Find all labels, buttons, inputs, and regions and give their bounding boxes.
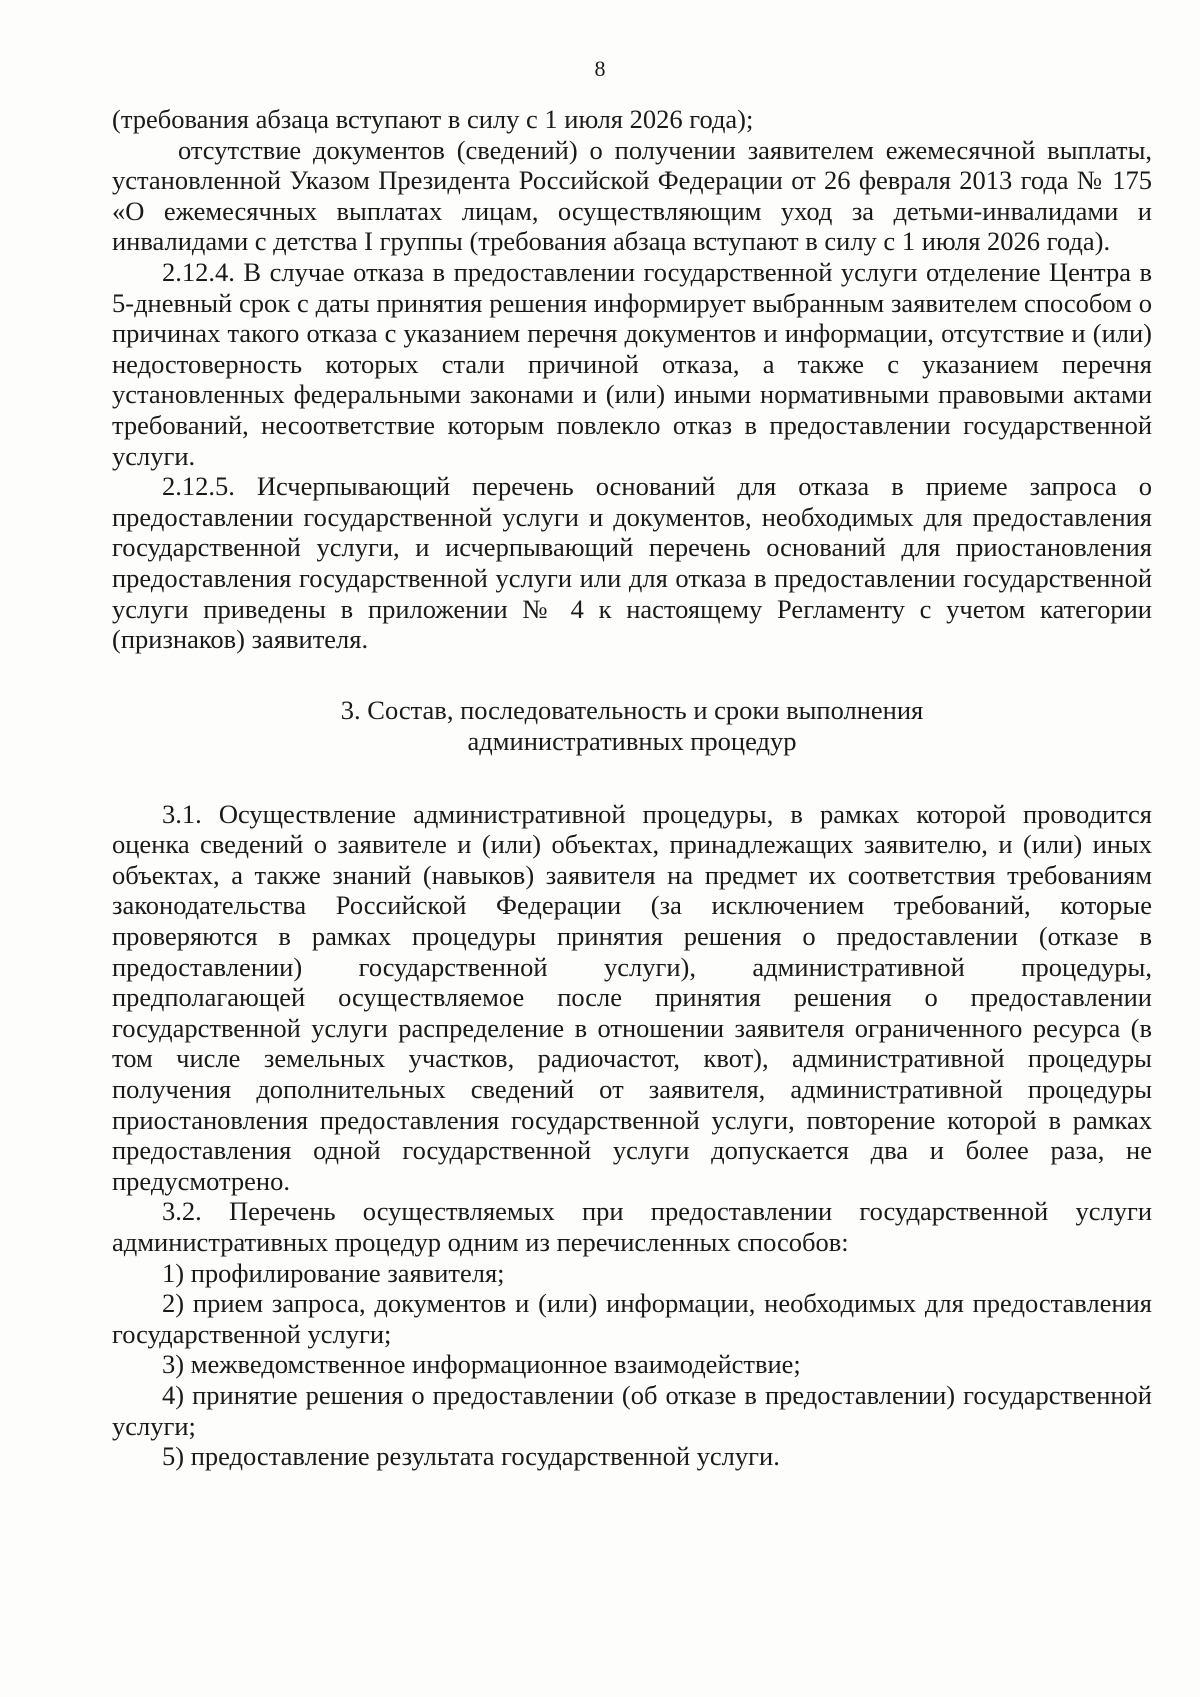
list-item: 2) прием запроса, документов и (или) информации, необходимых для предоставления государственной услуги;: [112, 1288, 1152, 1349]
paragraph-3-2: 3.2. Перечень осуществляемых при предоставлении государственной услуги административных процедур одним из перечисленных способов:: [112, 1196, 1152, 1257]
paragraph-2-12-5: 2.12.5. Исчерпывающий перечень оснований для отказа в приеме запроса о предоставлении государственной услуги и документов, необходимых для предоставления государственной услуги, и исчерпывающий перечень оснований для приостановления предоставления государственной услуги или для отказа в предоставлении государственной услуги приведены в приложении № 4 к настоящему Регламенту с учетом категории (признаков) заявителя.: [112, 471, 1152, 655]
list-item: 3) межведомственное информационное взаимодействие;: [162, 1349, 801, 1380]
section-heading-line-2: административных процедур: [467, 725, 797, 756]
paragraph-3-1: 3.1. Осуществление административной процедуры, в рамках которой проводится оценка сведений о заявителе и (или) объектах, принадлежащих заявителю, и (или) иных объектах, а также знаний (навыков) заявителя на предмет их соответствия требованиям законодательства Российской Федерации (за исключением требований, которые проверяются в рамках процедуры принятия решения о предоставлении (отказе в предоставлении) государственной услуги), административной процедуры, предполагающей осуществляемое после принятия решения о предоставлении государственной услуги распределение в отношении заявителя ограниченного ресурса (в том числе земельных участков, радиочастот, квот), административной процедуры получения дополнительных сведений от заявителя, административной процедуры приостановления предоставления государственной услуги, повторение которой в рамках предоставления одной государственной услуги допускается два и более раза, не предусмотрено.: [112, 798, 1152, 1196]
list-item: 5) предоставление результата государственной услуги.: [162, 1441, 780, 1472]
section-heading: [112, 695, 1152, 757]
list-item: 1) профилирование заявителя;: [162, 1257, 505, 1288]
paragraph-2-12-4: 2.12.4. В случае отказа в предоставлении государственной услуги отделение Центра в 5-дневный срок с даты принятия решения информирует выбранным заявителем способом о причинах такого отказа с указанием перечня документов и информации, отсутствие и (или) недостоверность которых стали причиной отказа, а также с указанием перечня установленных федеральными законами и (или) иными нормативными правовыми актами требований, несоответствие которым повлекло отказ в предоставлении государственной услуги.: [112, 256, 1152, 471]
paragraph-continuation: (требования абзаца вступают в силу с 1 июля 2026 года);: [112, 104, 754, 134]
document-body: [112, 104, 1152, 1472]
page-number: 8: [594, 56, 606, 81]
section-heading-line-1: 3. Состав, последовательность и сроки выполнения: [340, 694, 924, 725]
paragraph-absence-documents: отсутствие документов (сведений) о получении заявителем ежемесячной выплаты, установленной Указом Президента Российской Федерации от 26 февраля 2013 года № 175 «О ежемесячных выплатах лицам, осуществляющим уход за детьми-инвалидами и инвалидами с детства I группы (требования абзаца вступают в силу с 1 июля 2026 года).: [112, 134, 1152, 257]
list-item: 4) принятие решения о предоставлении (об отказе в предоставлении) государственной услуги;: [112, 1379, 1152, 1441]
